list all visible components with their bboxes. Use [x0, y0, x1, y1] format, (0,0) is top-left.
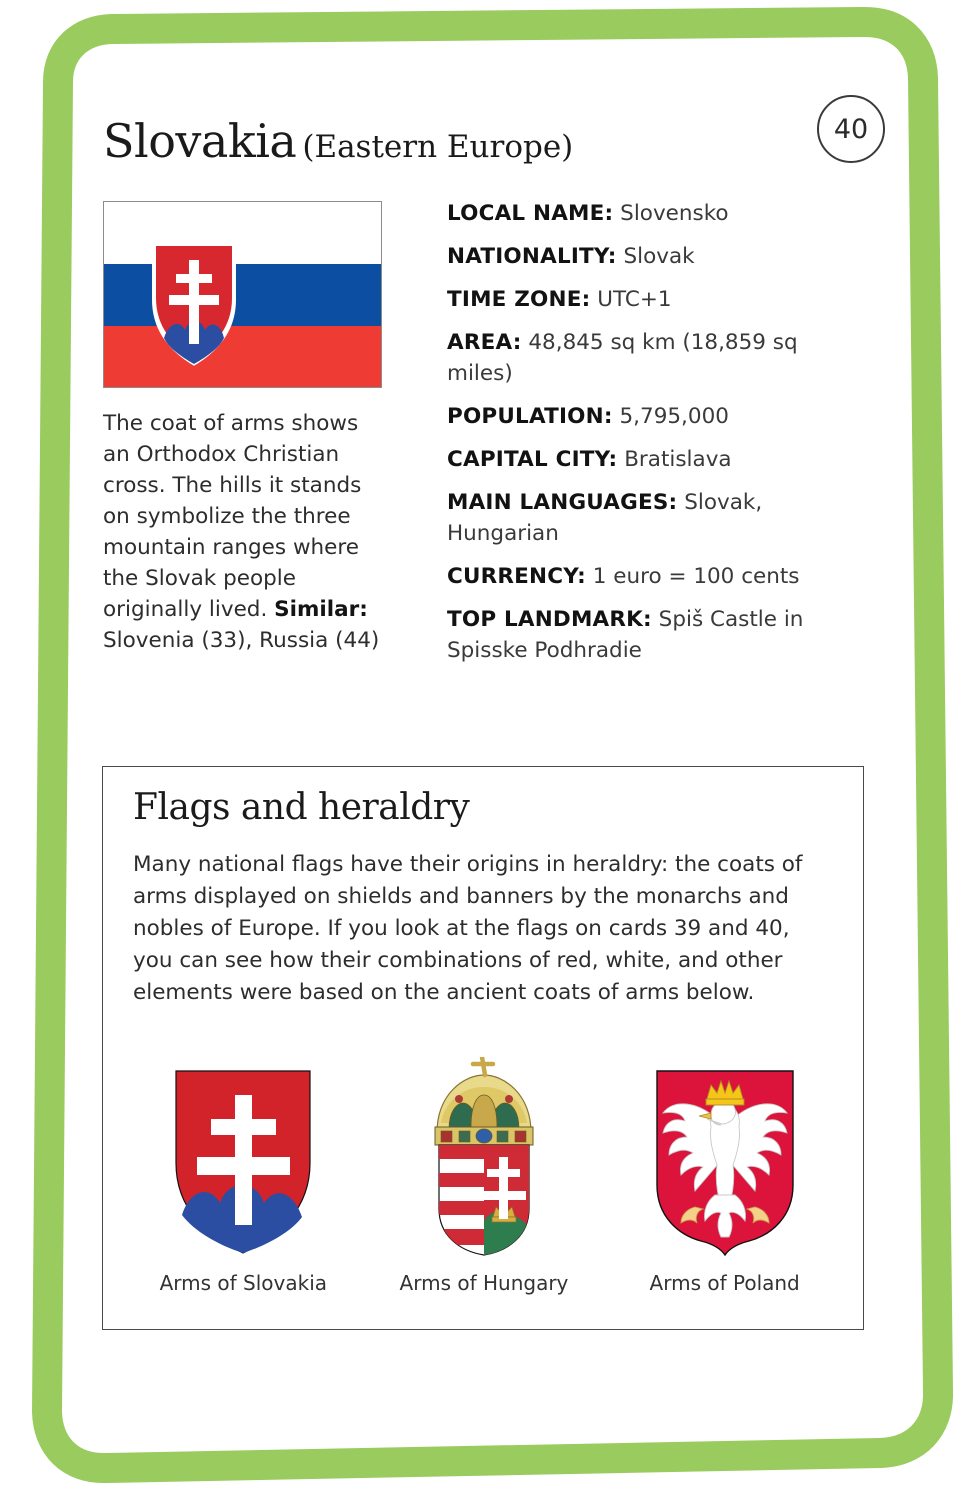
fact-key: AREA:: [447, 330, 522, 355]
arms-item-hungary: [374, 1057, 594, 1295]
country-region: (Eastern Europe): [302, 129, 574, 165]
fact-value: Bratislava: [624, 447, 732, 472]
page-number-badge: [817, 95, 885, 163]
fact-value: Slovak: [623, 244, 695, 269]
fact-top-landmark: [447, 604, 857, 666]
arms-item-slovakia: [133, 1057, 353, 1295]
page-number-text: 40: [833, 113, 869, 145]
arms-caption: Arms of Slovakia: [159, 1271, 328, 1295]
similar-value: Slovenia (33), Russia (44): [103, 628, 380, 653]
arms-caption: Arms of Hungary: [399, 1271, 569, 1295]
fact-main-languages: [447, 487, 857, 549]
fact-value: Slovensko: [620, 201, 729, 226]
arms-of-hungary-icon: [419, 1057, 549, 1257]
fact-key: LOCAL NAME:: [447, 201, 614, 226]
heraldry-body-text: Many national flags have their origins in heraldry: the coats of arms displayed on shields and banners by the monarchs and nobles of Europe. If you look at the flags on cards 39 and 40, you can see how their combinations of red, white, and other elements were based on the ancient coats of arms below.: [133, 852, 803, 1005]
heraldry-panel: [102, 766, 864, 1330]
fact-value: Spiš Castle in Spisske Podhradie: [447, 607, 804, 663]
fact-local-name: [447, 198, 857, 229]
fact-key: TIME ZONE:: [447, 287, 591, 312]
fact-value: 5,795,000: [619, 404, 729, 429]
slovakia-flag-icon: [104, 202, 382, 388]
fact-nationality: [447, 241, 857, 272]
fact-value: UTC+1: [597, 287, 672, 312]
fact-key: CURRENCY:: [447, 564, 586, 589]
arms-of-slovakia-icon: [168, 1057, 318, 1257]
arms-gallery: [123, 1057, 845, 1295]
fact-time-zone: [447, 284, 857, 315]
fact-key: TOP LANDMARK:: [447, 607, 652, 632]
heraldry-title: Flags and heraldry: [133, 787, 470, 828]
fact-capital-city: [447, 444, 857, 475]
arms-item-poland: [615, 1057, 835, 1295]
country-name: Slovakia: [103, 114, 297, 168]
country-facts-list: [447, 198, 857, 678]
arms-of-poland-icon: [645, 1057, 805, 1257]
similar-label: Similar:: [274, 597, 368, 622]
fact-key: MAIN LANGUAGES:: [447, 490, 678, 515]
flag-image: [103, 201, 382, 388]
fact-currency: [447, 561, 857, 592]
fact-key: POPULATION:: [447, 404, 613, 429]
fact-key: NATIONALITY:: [447, 244, 617, 269]
fact-value: 48,845 sq km (18,859 sq miles): [447, 330, 798, 386]
page-title: [103, 114, 803, 168]
arms-caption: Arms of Poland: [649, 1271, 800, 1295]
fact-value: 1 euro = 100 cents: [592, 564, 800, 589]
fact-key: CAPITAL CITY:: [447, 447, 618, 472]
flag-description: [103, 408, 383, 656]
fact-population: [447, 401, 857, 432]
fact-value: Slovak, Hungarian: [447, 490, 763, 546]
description-text: The coat of arms shows an Orthodox Christian cross. The hills it stands on symbolize the three mountain ranges where the Slovak people originally lived.: [103, 411, 362, 622]
fact-area: [447, 327, 857, 389]
